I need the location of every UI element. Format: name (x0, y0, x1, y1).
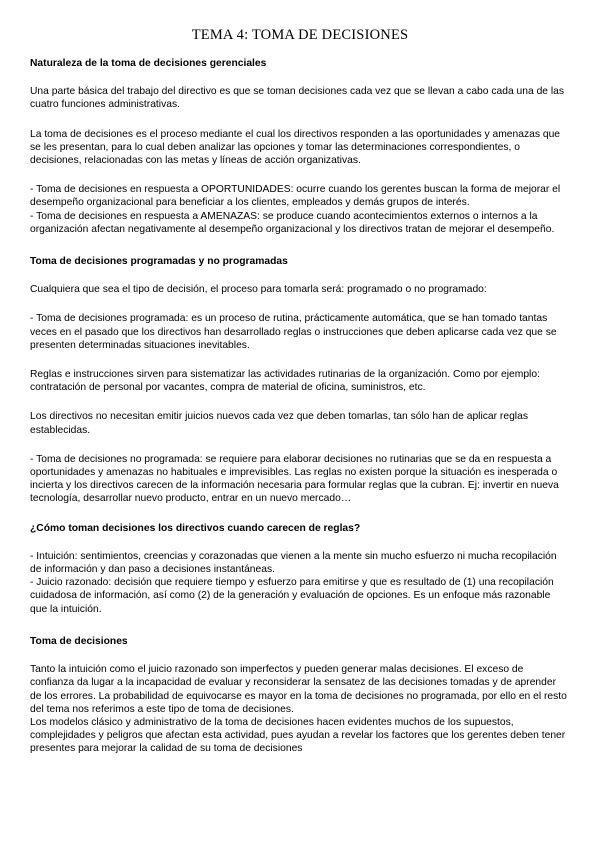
page-title: TEMA 4: TOMA DE DECISIONES (191, 27, 409, 43)
paragraph: - Toma de decisiones en respuesta a OPORTUNIDADES: ocurre cuando los gerentes buscan la forma de mejorar el desempeño organizacional para beneficiar a los clientes, empleados y demás grupos de interés. (30, 184, 561, 209)
section-heading-naturaleza: Naturaleza de la toma de decisiones gerenciales (30, 58, 267, 69)
paragraph: Una parte básica del trabajo del directivo es que se toman decisiones cada vez que se llevan a cabo cada una de las cuatro funciones administrativas. (30, 86, 565, 111)
section-heading-toma-decisiones: Toma de decisiones (30, 635, 128, 647)
section-heading-sin-reglas: ¿Cómo toman decisiones los directivos cuando carecen de reglas? (30, 522, 361, 534)
section-heading-programadas: Toma de decisiones programadas y no programadas (30, 256, 288, 268)
paragraph: La toma de decisiones es el proceso mediante el cual los directivos responden a las oportunidades y amenazas que se les presentan, para lo cual deben analizar las opciones y tomar las determinaciones correspondientes, o decisiones, relacionadas con las metas y líneas de acción organizativas. (30, 128, 561, 167)
paragraph: - Toma de decisiones no programada: se requiere para elaborar decisiones no rutinarias que se da en respuesta a oportunidades y amenazas no habituales e imprevisibles. Las reglas no existen porque la situación es inesperada o incierta y los directivos carecen de la información necesaria para formular reglas que la cubran. Ej: invertir en nueva tecnología, desarrollar nuevo producto, entrar en un nuevo mercado… (30, 453, 559, 505)
paragraph: Reglas e instrucciones sirven para sistematizar las actividades rutinarias de la organización. Como por ejemplo: contratación de personal por vacantes, compra de material de oficina, suministros, etc. (30, 369, 540, 394)
paragraph: - Intuición: sentimientos, creencias y corazonadas que vienen a la mente sin mucho esfuerzo ni mucha recopilación de información y dan paso a decisiones instantáneas. (30, 550, 557, 576)
paragraph: - Juicio razonado: decisión que requiere tiempo y esfuerzo para emitirse y que es resultado de (1) una recopilación cuidadosa de información, así como (2) de la generación y evaluación de opciones. Es un enfoque más razonable que la intuición. (30, 577, 554, 615)
paragraph: Los directivos no necesitan emitir juicios nuevos cada vez que deben tomarlas, tan sólo han de aplicar reglas establecidas. (30, 411, 528, 436)
paragraph: Cualquiera que sea el tipo de decisión, el proceso para tomarla será: programado o no programado: (30, 284, 487, 296)
document-page (30, 26, 570, 756)
paragraph: - Toma de decisiones programada: es un proceso de rutina, prácticamente automática, que se han tomado tantas veces en el pasado que los directivos han desarrollado reglas o instrucciones que deben aplicarse cada vez que se presenten determinadas situaciones inevitables. (30, 313, 557, 351)
paragraph: Los modelos clásico y administrativo de la toma de decisiones hacen evidentes muchos de los supuestos, complejidades y peligros que afectan esta actividad, pues ayudan a revelar los factores que los gerentes deben tener presentes para mejorar la calidad de su toma de decisiones (30, 716, 566, 755)
paragraph: - Toma de decisiones en respuesta a AMENAZAS: se produce cuando acontecimientos externos o internos a la organización afectan negativamente al desempeño organizacional y los directivos tratan de mejorar el desempeño. (30, 210, 555, 235)
paragraph: Tanto la intuición como el juicio razonado son imperfectos y pueden generar malas decisiones. El exceso de confianza da lugar a la incapacidad de evaluar y reconsiderar la sensatez de las decisiones tomadas y de aprender de los errores. La probabilidad de equivocarse es mayor en la toma de decisiones no programada, por ello en el resto del tema nos referimos a este tipo de toma de decisiones. (30, 664, 567, 715)
